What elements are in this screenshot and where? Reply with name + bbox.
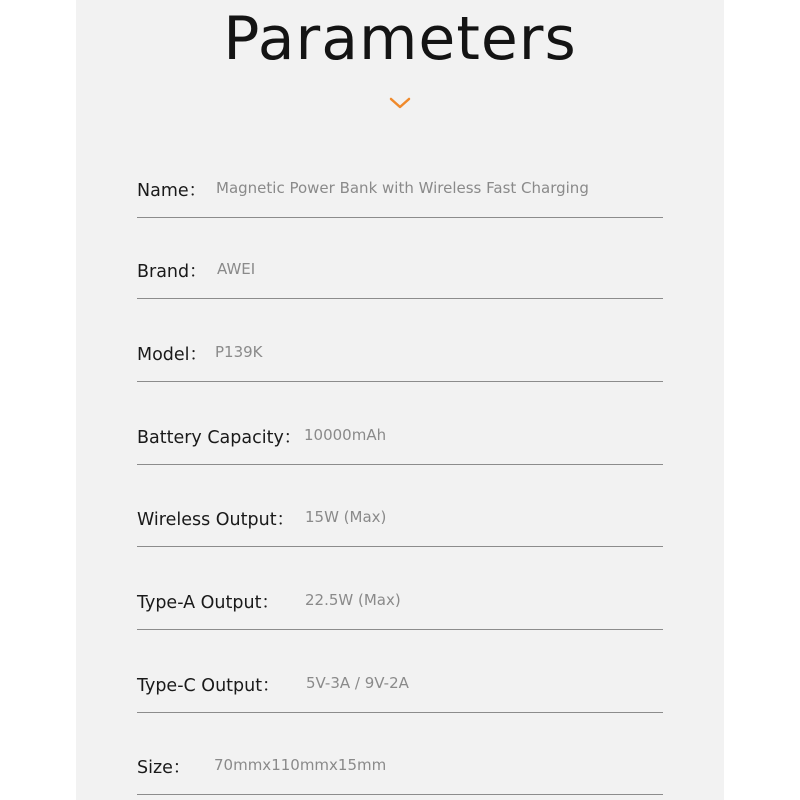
param-row-brand [137,258,663,299]
param-label: Brand： [137,262,207,282]
page-title: Parameters [223,4,577,74]
param-row-model [137,341,663,382]
param-row-battery-capacity [137,424,663,465]
param-value: 5V-3A / 9V-2A [306,674,409,692]
param-label: Model： [137,345,208,365]
param-label: Battery Capacity： [137,428,302,448]
param-label: Type-A Output： [137,593,279,613]
param-value: AWEI [217,260,256,278]
param-row-wireless-output [137,506,663,547]
param-value: Magnetic Power Bank with Wireless Fast Charging [216,179,589,197]
param-row-type-c-output [137,672,663,713]
param-label: Type-C Output： [137,676,280,696]
param-label: Size： [137,758,191,778]
param-label: Name： [137,181,207,201]
param-row-size [137,754,663,795]
param-label: Wireless Output： [137,510,295,530]
param-value: 15W (Max) [305,508,387,526]
param-value: 70mmx110mmx15mm [214,756,387,774]
chevron-down-icon [389,96,411,110]
param-value: 10000mAh [304,426,387,444]
param-value: 22.5W (Max) [305,591,401,609]
param-row-name [137,177,663,218]
param-value: P139K [215,343,263,361]
param-row-type-a-output [137,589,663,630]
